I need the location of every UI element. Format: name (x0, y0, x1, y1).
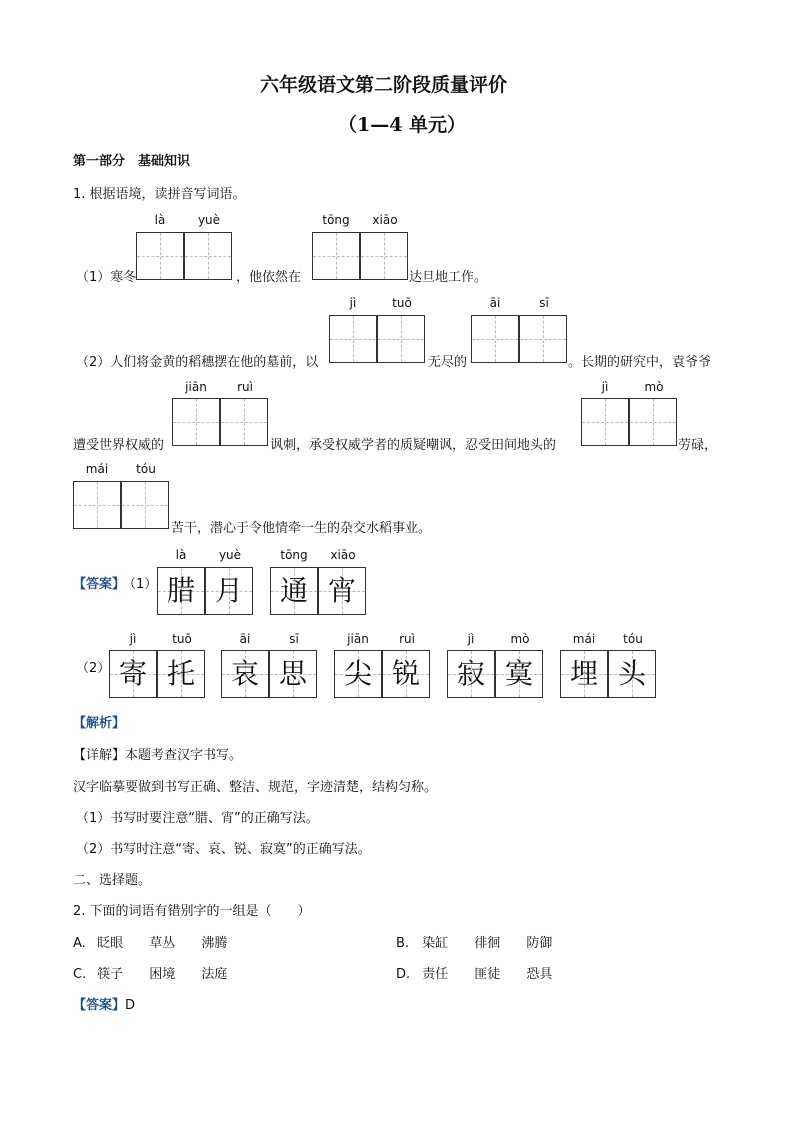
pinyin: mò (510, 632, 530, 646)
answer-char-box: 寂 (447, 650, 495, 698)
question-2-stem: 2. 下面的词语有错别字的一组是（ ） (73, 904, 311, 919)
answer-char-box: 哀 (221, 650, 269, 698)
option-word: 眨眼 (97, 936, 124, 951)
question-1-stem: 1. 根据语境，读拼音写词语。 (73, 187, 246, 202)
section-heading-1: 第一部分 基础知识 (73, 154, 191, 169)
pinyin: mái (572, 632, 596, 646)
page-title: 六年级语文第二阶段质量评价 (260, 74, 508, 96)
sentence-text: （1）寒冬 (76, 270, 137, 285)
writing-box[interactable] (581, 398, 629, 446)
option-word: 责任 (422, 967, 449, 982)
writing-box[interactable] (73, 481, 121, 529)
pinyin: tōng (280, 548, 308, 562)
pinyin: mò (644, 380, 664, 394)
answer-part-1: （1） (123, 577, 158, 592)
pinyin: jì (349, 296, 357, 310)
pinyin: jiān (185, 380, 207, 394)
writing-box[interactable] (172, 398, 220, 446)
writing-box[interactable] (519, 315, 567, 363)
writing-box[interactable] (629, 398, 677, 446)
writing-box[interactable] (312, 232, 360, 280)
writing-box[interactable] (329, 315, 377, 363)
answer-char-box: 寄 (109, 650, 157, 698)
analysis-paragraph: 汉字临摹要做到书写正确、整洁、规范，字迹清楚，结构匀称。 (73, 780, 438, 795)
answer-char-box: 腊 (157, 567, 205, 615)
detail-text: 本题考查汉字书写。 (125, 748, 243, 763)
sentence-text: 达旦地工作。 (409, 270, 488, 285)
option-word: 染缸 (422, 936, 449, 951)
pinyin: jiān (347, 632, 369, 646)
pinyin: jì (467, 632, 475, 646)
answer-char-box: 锐 (382, 650, 430, 698)
analysis-paragraph: （2）书写时注意“寄、哀、锐、寂寞”的正确写法。 (76, 842, 371, 857)
option-key: D. (396, 967, 411, 982)
pinyin: yuè (218, 548, 242, 562)
pinyin: mái (85, 462, 109, 476)
pinyin: tōng (322, 213, 350, 227)
option-word: 防御 (526, 936, 553, 951)
answer-label: 【答案】 (73, 998, 126, 1013)
page-subtitle: （1—4 单元） (338, 114, 467, 136)
answer-char-box: 思 (269, 650, 317, 698)
pinyin: āi (489, 296, 501, 310)
sentence-text: ，他依然在 (236, 270, 302, 285)
pinyin: āi (239, 632, 251, 646)
answer-char-box: 埋 (560, 650, 608, 698)
option-word: 恐具 (526, 967, 553, 982)
answer-2-line (73, 994, 135, 1013)
analysis-paragraph: （1）书写时要注意“腊、宵”的正确写法。 (76, 811, 319, 826)
option-key: C. (73, 967, 87, 982)
sentence-text: 遭受世界权威的 (73, 438, 165, 453)
answer-char-box: 宵 (318, 567, 366, 615)
option-key: A. (73, 936, 86, 951)
pinyin: xiāo (330, 548, 356, 562)
option-word: 匪徒 (474, 967, 501, 982)
pinyin: là (175, 548, 187, 562)
option-a[interactable] (73, 932, 227, 951)
section-heading-2: 二、选择题。 (73, 873, 152, 888)
pinyin: là (154, 213, 166, 227)
option-key: B. (396, 936, 410, 951)
answer-char-box: 寞 (495, 650, 543, 698)
answer-char-box: 头 (608, 650, 656, 698)
analysis-label: 【解析】 (73, 716, 126, 731)
pinyin: ruì (399, 632, 415, 646)
answer-char-box: 托 (157, 650, 205, 698)
pinyin: ruì (237, 380, 253, 394)
option-word: 沸腾 (201, 936, 228, 951)
pinyin: jì (601, 380, 609, 394)
pinyin: sī (289, 632, 299, 646)
pinyin: yuè (197, 213, 221, 227)
writing-box[interactable] (360, 232, 408, 280)
answer-char-box: 通 (270, 567, 318, 615)
answer-value: D (125, 998, 136, 1013)
pinyin: jì (129, 632, 137, 646)
option-word: 法庭 (201, 967, 228, 982)
option-word: 徘徊 (474, 936, 501, 951)
sentence-text: 。长期的研究中，袁爷爷 (568, 355, 712, 370)
writing-box[interactable] (184, 232, 232, 280)
sentence-text: （2）人们将金黄的稻穗摆在他的墓前，以 (76, 355, 319, 370)
sentence-text: 讽刺，承受权威学者的质疑嘲讽，忍受田间地头的 (270, 438, 557, 453)
pinyin: sī (539, 296, 549, 310)
writing-box[interactable] (220, 398, 268, 446)
option-word: 筷子 (97, 967, 124, 982)
detail-line (73, 744, 242, 763)
pinyin: tuō (172, 632, 192, 646)
writing-box[interactable] (136, 232, 184, 280)
option-d[interactable] (396, 963, 552, 982)
writing-box[interactable] (471, 315, 519, 363)
option-word: 草丛 (149, 936, 176, 951)
answer-part-2: （2） (76, 661, 111, 676)
detail-label: 【详解】 (73, 748, 126, 763)
option-word: 困境 (149, 967, 176, 982)
option-b[interactable] (396, 932, 552, 951)
option-c[interactable] (73, 963, 227, 982)
sentence-text: 苦干，潜心于令他情牵一生的杂交水稻事业。 (171, 521, 432, 536)
pinyin: tóu (136, 462, 156, 476)
answer-char-box: 月 (205, 567, 253, 615)
answer-char-box: 尖 (334, 650, 382, 698)
pinyin: tuō (392, 296, 412, 310)
writing-box[interactable] (121, 481, 169, 529)
sentence-text: 劳碌， (678, 438, 718, 453)
pinyin: xiāo (372, 213, 398, 227)
sentence-text: 无尽的 (428, 355, 468, 370)
answer-label: 【答案】 (73, 577, 126, 592)
pinyin: tóu (623, 632, 643, 646)
writing-box[interactable] (377, 315, 425, 363)
